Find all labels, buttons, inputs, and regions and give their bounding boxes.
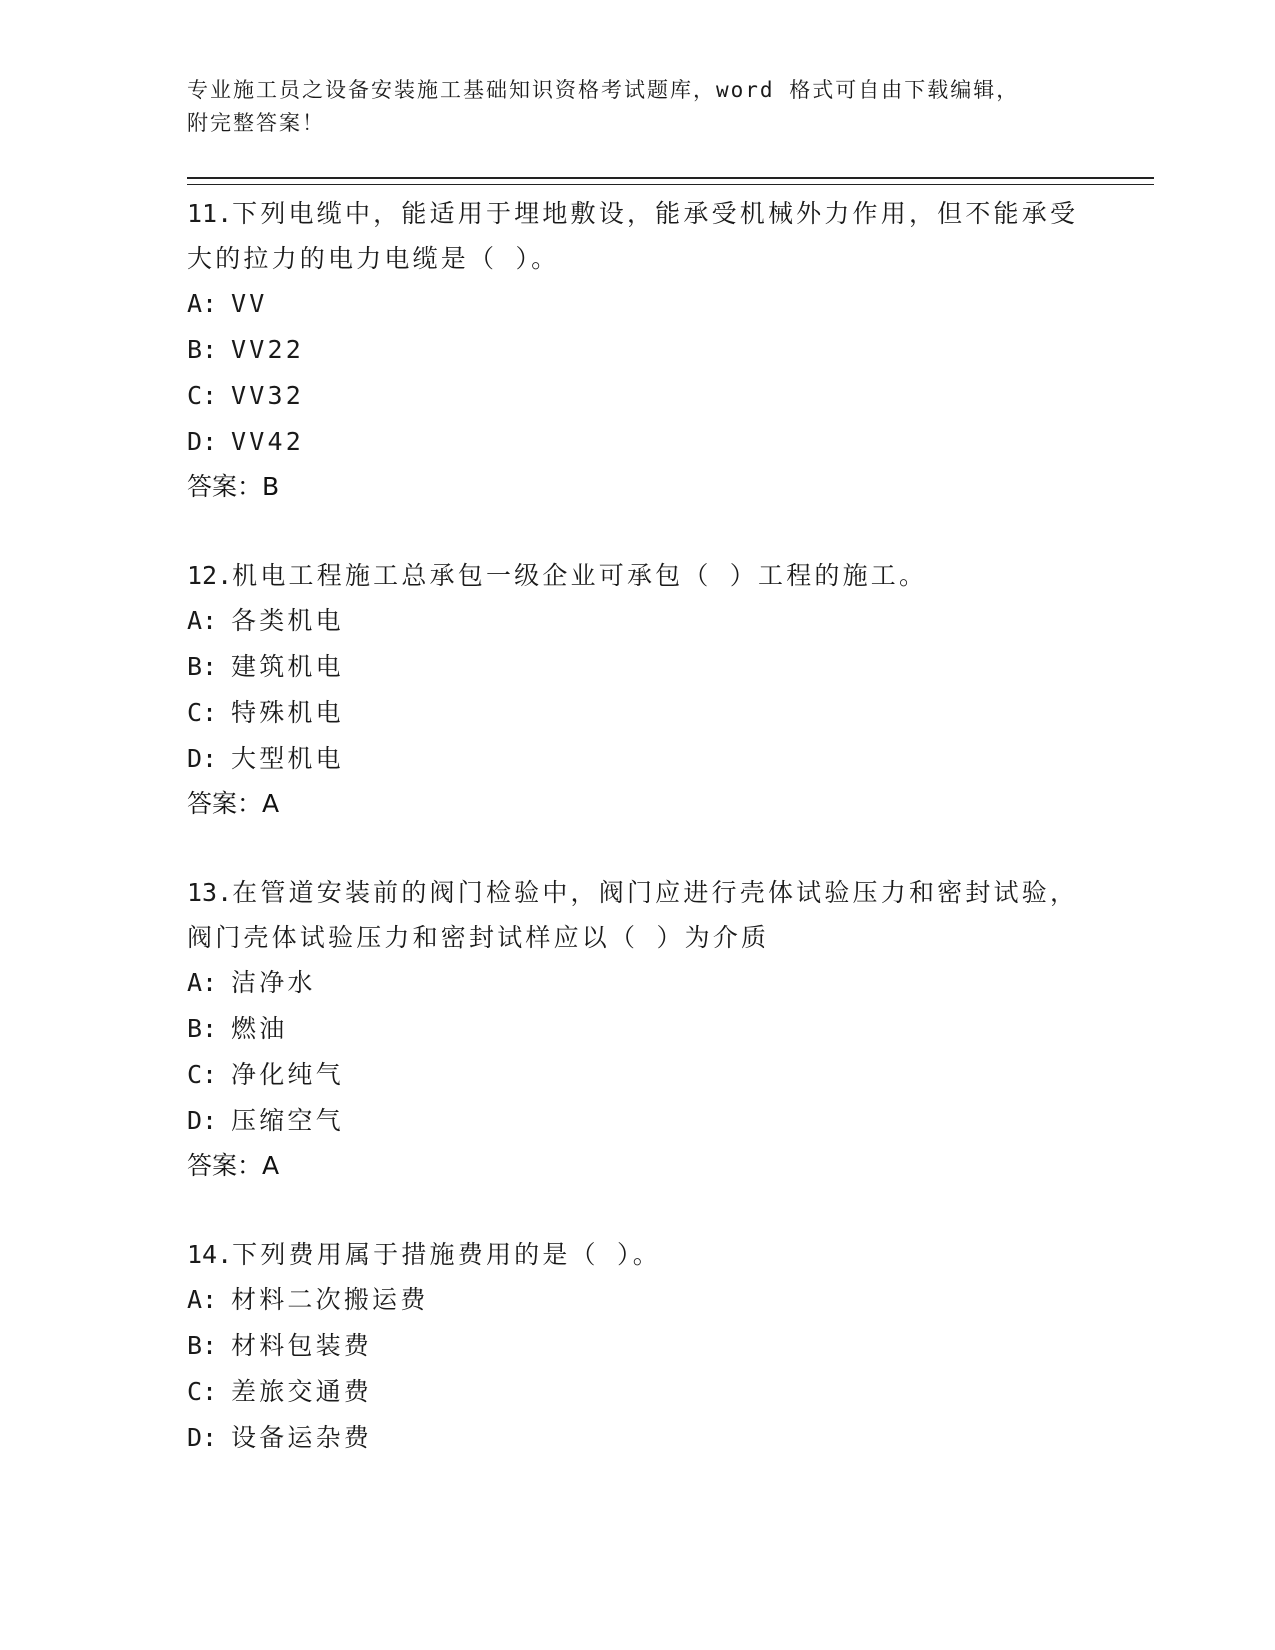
option-c [187,690,1087,736]
option-value: 燃油 [231,1014,288,1043]
option-value: 洁净水 [231,968,316,997]
option-key: C: [187,698,218,727]
option-a [187,1277,1087,1323]
option-b [187,644,1087,690]
question-11 [187,191,1087,509]
option-key: D: [187,1106,218,1135]
option-value: VV22 [231,335,305,364]
option-key: C: [187,1060,218,1089]
option-d [187,1415,1087,1461]
option-key: C: [187,381,218,410]
option-value: 压缩空气 [231,1106,344,1135]
option-value: 差旅交通费 [231,1377,373,1406]
option-d [187,1098,1087,1144]
option-d [187,736,1087,782]
question-number: 11. [187,199,233,228]
option-value: 大型机电 [231,744,344,773]
option-b [187,327,1087,373]
option-d [187,419,1087,465]
question-number: 13. [187,878,233,907]
question-stem: 机电工程施工总承包一级企业可承包（ ）工程的施工。 [232,561,928,590]
question-text [187,1232,1087,1277]
option-key: B: [187,1331,218,1360]
option-key: D: [187,744,218,773]
answer-line: 答案：A [187,1151,280,1180]
option-key: D: [187,427,218,456]
option-value: 净化纯气 [231,1060,344,1089]
document-header [187,74,1087,140]
option-key: A: [187,606,218,635]
question-number: 12. [187,561,233,590]
answer-line: 答案：A [187,789,280,818]
option-key: B: [187,335,218,364]
question-13 [187,870,1087,1188]
header-line-1: 专业施工员之设备安装施工基础知识资格考试题库，word 格式可自由下载编辑， [187,78,1020,102]
option-b [187,1323,1087,1369]
question-stem: 下列费用属于措施费用的是（ ）。 [232,1240,661,1269]
option-value: 各类机电 [231,606,344,635]
question-list [187,191,1087,1505]
option-key: D: [187,1423,218,1452]
option-value: VV [231,289,268,318]
option-value: 材料二次搬运费 [231,1285,429,1314]
question-text [187,191,1087,281]
question-text [187,553,1087,598]
question-stem: 在管道安装前的阀门检验中，阀门应进行壳体试验压力和密封试验，阀门壳体试验压力和密封试样应以（ ）为介质 [187,878,1079,952]
option-value: 设备运杂费 [231,1423,373,1452]
option-a [187,960,1087,1006]
question-number: 14. [187,1240,233,1269]
option-key: A: [187,968,218,997]
option-b [187,1006,1087,1052]
option-key: B: [187,1014,218,1043]
question-text [187,870,1087,960]
option-key: A: [187,1285,218,1314]
option-c [187,1052,1087,1098]
question-14 [187,1232,1087,1461]
question-12 [187,553,1087,826]
header-line-2: 附完整答案！ [187,111,325,135]
option-value: 特殊机电 [231,698,344,727]
option-c [187,373,1087,419]
option-a [187,281,1087,327]
answer-line: 答案：B [187,472,280,501]
option-key: B: [187,652,218,681]
option-value: 建筑机电 [231,652,344,681]
option-key: C: [187,1377,218,1406]
option-a [187,598,1087,644]
option-value: VV32 [231,381,305,410]
option-value: 材料包装费 [231,1331,373,1360]
header-divider [187,177,1154,185]
option-key: A: [187,289,218,318]
option-value: VV42 [231,427,305,456]
question-stem: 下列电缆中，能适用于埋地敷设，能承受机械外力作用，但不能承受大的拉力的电力电缆是（ ）。 [187,199,1079,273]
option-c [187,1369,1087,1415]
